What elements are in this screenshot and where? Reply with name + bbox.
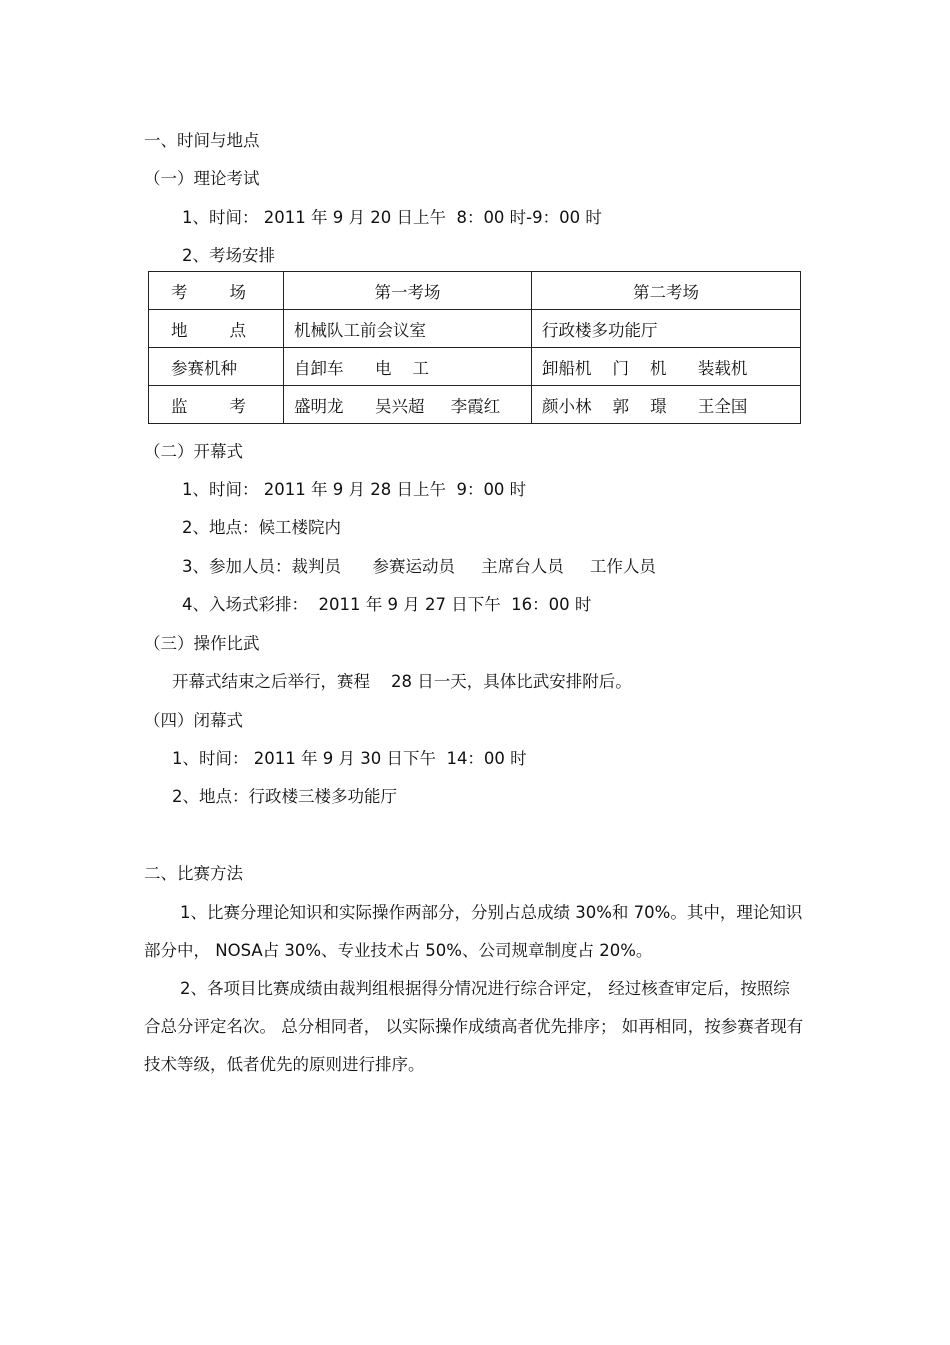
opening-place: 2、地点：候工楼院内 xyxy=(182,518,341,537)
table-cell: 第一考场 xyxy=(284,272,532,310)
opening-heading: （二）开幕式 xyxy=(144,442,243,461)
method-paragraph-1 xyxy=(144,894,804,970)
section1-heading: 一、时间与地点 xyxy=(144,131,260,150)
method-paragraph-2 xyxy=(144,970,804,1084)
closing-time: 1、时间： 2011 年 9 月 30 日下午 14：00 时 xyxy=(172,749,527,768)
table-cell: 盛明龙 吴兴超 李霞红 xyxy=(284,386,532,424)
theory-arrange: 2、考场安排 xyxy=(182,246,275,265)
operation-heading: （三）操作比武 xyxy=(144,634,260,653)
exam-room-table xyxy=(148,271,801,424)
table-cell: 参赛机种 xyxy=(149,348,284,386)
table-cell: 行政楼多功能厅 xyxy=(532,310,801,348)
opening-time: 1、时间： 2011 年 9 月 28 日上午 9：00 时 xyxy=(182,480,527,499)
opening-rehearsal: 4、入场式彩排： 2011 年 9 月 27 日下午 16：00 时 xyxy=(182,595,592,614)
section2-heading: 二、比赛方法 xyxy=(144,864,243,883)
method-paragraph-2-text: 2、各项目比赛成绩由裁判组根据得分情况进行综合评定， 经过核查审定后，按照综合总分评定名次。 总分相同者， 以实际操作成绩高者优先排序； 如再相同，按参赛者现有技术等级，低者优先的原则进行排序。 xyxy=(144,979,804,1074)
table-row xyxy=(149,386,801,424)
table-cell: 监 考 xyxy=(149,386,284,424)
table-cell: 机械队工前会议室 xyxy=(284,310,532,348)
theory-heading: （一）理论考试 xyxy=(144,169,260,188)
closing-heading: （四）闭幕式 xyxy=(144,711,243,730)
theory-time: 1、时间： 2011 年 9 月 20 日上午 8：00 时-9：00 时 xyxy=(182,208,602,227)
table-cell: 第二考场 xyxy=(532,272,801,310)
table-row xyxy=(149,348,801,386)
table-cell: 考 场 xyxy=(149,272,284,310)
table-row xyxy=(149,272,801,310)
method-paragraph-1-text: 1、比赛分理论知识和实际操作两部分，分别占总成绩 30%和 70%。其中，理论知识部分中， NOSA占 30%、专业技术占 50%、公司规章制度占 20%。 xyxy=(144,903,803,960)
table-cell: 卸船机 门 机 装载机 xyxy=(532,348,801,386)
table-cell: 颜小林 郭 璟 王全国 xyxy=(532,386,801,424)
table-cell: 地 点 xyxy=(149,310,284,348)
table-cell: 自卸车 电 工 xyxy=(284,348,532,386)
closing-place: 2、地点：行政楼三楼多功能厅 xyxy=(172,787,397,806)
operation-text: 开幕式结束之后举行，赛程 28 日一天，具体比武安排附后。 xyxy=(172,672,632,691)
table-row xyxy=(149,310,801,348)
opening-people: 3、参加人员：裁判员 参赛运动员 主席台人员 工作人员 xyxy=(182,557,656,576)
